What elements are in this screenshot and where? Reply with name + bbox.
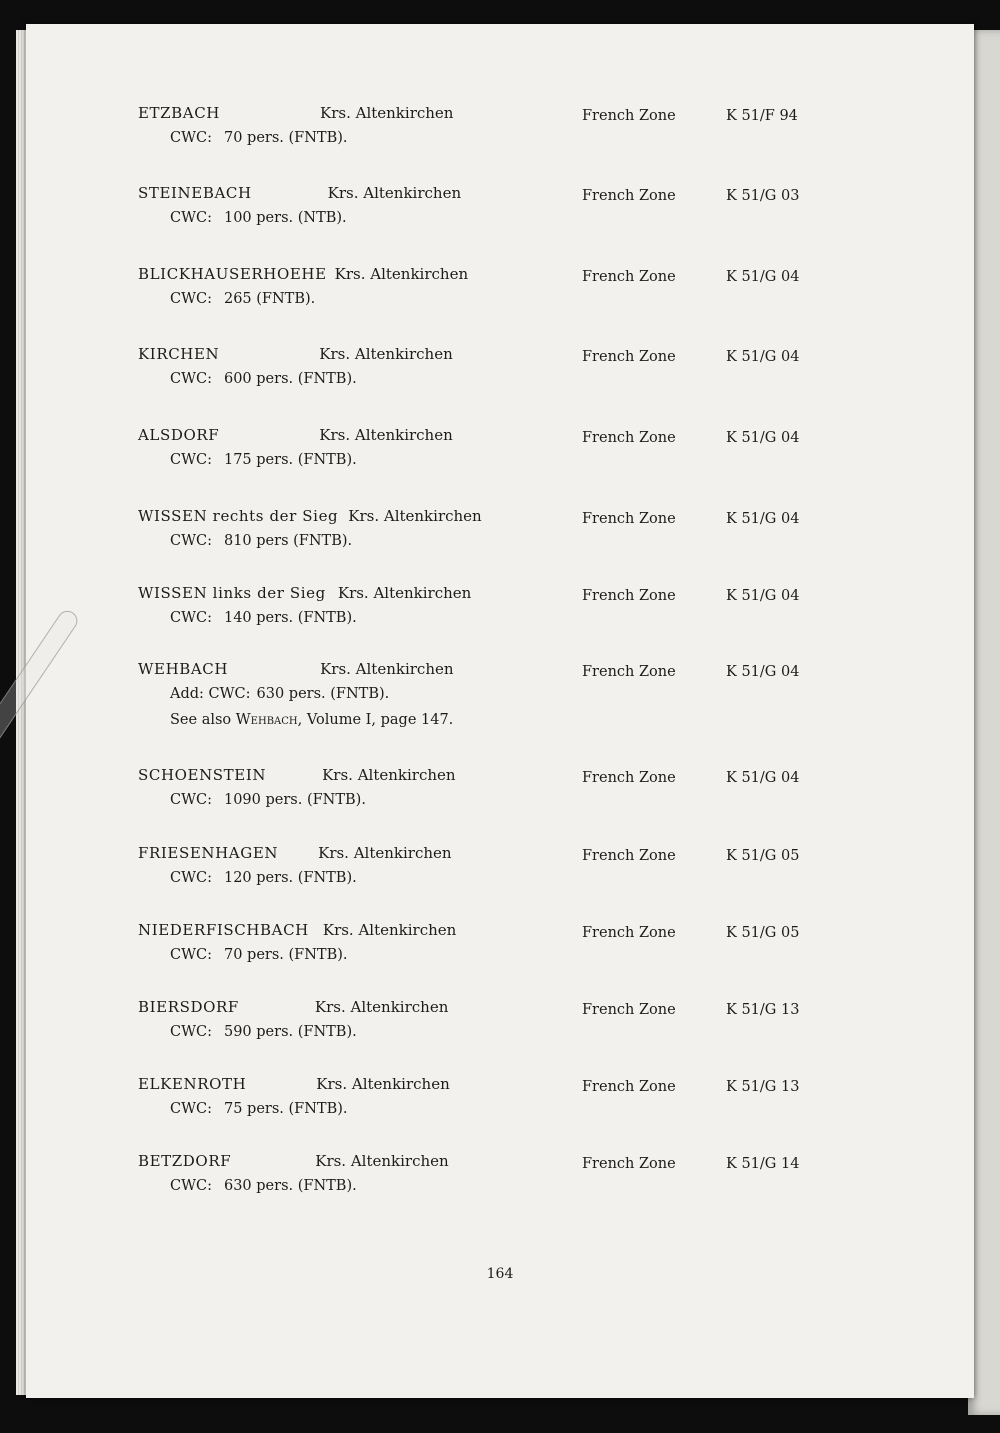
district: Krs. Altenkirchen bbox=[315, 1152, 449, 1170]
grid-reference: K 51/G 04 bbox=[726, 770, 800, 786]
entry-alsdorf bbox=[26, 426, 974, 486]
cwc-value: 100 pers. (NTB). bbox=[223, 210, 347, 226]
district: Krs. Altenkirchen bbox=[322, 766, 456, 784]
district: Krs. Altenkirchen bbox=[337, 584, 472, 602]
zone: French Zone bbox=[582, 108, 676, 124]
cwc-label: CWC: bbox=[170, 452, 212, 468]
cwc-value: 590 pers. (FNTB). bbox=[223, 1024, 357, 1040]
cwc-value: 120 pers. (FNTB). bbox=[223, 870, 357, 886]
zone: French Zone bbox=[582, 770, 676, 786]
cwc-value: 70 pers. (FNTB). bbox=[223, 130, 348, 146]
district: Krs. Altenkirchen bbox=[334, 265, 469, 283]
place-name: WISSEN links der Sieg bbox=[138, 584, 326, 602]
entry-betzdorf bbox=[26, 1152, 974, 1212]
cwc-value: 175 pers. (FNTB). bbox=[223, 452, 357, 468]
place-name: BIERSDORF bbox=[138, 998, 239, 1016]
place-name: WISSEN rechts der Sieg bbox=[138, 507, 339, 525]
cwc-label: CWC: bbox=[170, 130, 212, 146]
place-name: ALSDORF bbox=[138, 426, 220, 444]
cwc-label: CWC: bbox=[170, 792, 212, 808]
cwc-line bbox=[170, 1178, 357, 1194]
cwc-label: CWC: bbox=[170, 870, 212, 886]
cwc-label: CWC: bbox=[170, 533, 212, 549]
zone: French Zone bbox=[582, 1002, 676, 1018]
entry-wehbach bbox=[26, 660, 974, 740]
place-name: ELKENROTH bbox=[138, 1075, 247, 1093]
zone: French Zone bbox=[582, 188, 676, 204]
entry-kirchen bbox=[26, 345, 974, 405]
place-name: NIEDERFISCHBACH bbox=[138, 921, 309, 939]
entry-name-line bbox=[138, 426, 453, 444]
grid-reference: K 51/G 13 bbox=[726, 1079, 800, 1095]
place-name: WEHBACH bbox=[138, 660, 229, 678]
place-name: KIRCHEN bbox=[138, 345, 220, 363]
cwc-value: 70 pers. (FNTB). bbox=[223, 947, 348, 963]
district: Krs. Altenkirchen bbox=[316, 1075, 450, 1093]
entry-wissen-links bbox=[26, 584, 974, 644]
district: Krs. Altenkirchen bbox=[348, 507, 482, 525]
entry-etzbach bbox=[26, 104, 974, 164]
cwc-label: CWC: bbox=[170, 291, 212, 307]
place-name: SCHOENSTEIN bbox=[138, 766, 267, 784]
grid-reference: K 51/G 05 bbox=[726, 848, 800, 864]
zone: French Zone bbox=[582, 269, 676, 285]
entry-steinebach bbox=[26, 184, 974, 244]
entry-elkenroth bbox=[26, 1075, 974, 1135]
cwc-label: CWC: bbox=[170, 1101, 212, 1117]
see-also-label: See also bbox=[170, 712, 232, 728]
cwc-line bbox=[170, 686, 389, 702]
entry-name-line bbox=[138, 998, 448, 1016]
cwc-line bbox=[170, 947, 348, 963]
district: Krs. Altenkirchen bbox=[327, 184, 462, 202]
zone: French Zone bbox=[582, 664, 676, 680]
district: Krs. Altenkirchen bbox=[320, 660, 454, 678]
entry-biersdorf bbox=[26, 998, 974, 1058]
grid-reference: K 51/G 05 bbox=[726, 925, 800, 941]
place-name: BETZDORF bbox=[138, 1152, 232, 1170]
cwc-line bbox=[170, 1024, 357, 1040]
entry-name-line bbox=[138, 766, 456, 784]
cwc-label: CWC: bbox=[170, 210, 212, 226]
grid-reference: K 51/G 04 bbox=[726, 511, 800, 527]
cross-reference-detail: , Volume I, page 147. bbox=[297, 712, 454, 728]
cwc-line bbox=[170, 1101, 348, 1117]
place-name: BLICKHAUSERHOEHE bbox=[138, 265, 327, 283]
district: Krs. Altenkirchen bbox=[318, 844, 452, 862]
cross-reference-name: Wehbach bbox=[235, 712, 298, 728]
cwc-label: CWC: bbox=[170, 610, 212, 626]
district: Krs. Altenkirchen bbox=[322, 921, 457, 939]
district: Krs. Altenkirchen bbox=[320, 104, 454, 122]
zone: French Zone bbox=[582, 349, 676, 365]
cwc-value: 75 pers. (FNTB). bbox=[223, 1101, 348, 1117]
district: Krs. Altenkirchen bbox=[319, 345, 453, 363]
cwc-line bbox=[170, 210, 347, 226]
place-name: STEINEBACH bbox=[138, 184, 252, 202]
cwc-label: CWC: bbox=[170, 1178, 212, 1194]
cwc-value: 630 pers. (FNTB). bbox=[223, 1178, 357, 1194]
entry-name-line bbox=[138, 184, 461, 202]
district: Krs. Altenkirchen bbox=[314, 998, 449, 1016]
grid-reference: K 51/G 03 bbox=[726, 188, 800, 204]
grid-reference: K 51/G 04 bbox=[726, 664, 800, 680]
entry-name-line bbox=[138, 265, 468, 283]
entry-name-line bbox=[138, 1075, 450, 1093]
entry-name-line bbox=[138, 921, 456, 939]
grid-reference: K 51/G 04 bbox=[726, 349, 800, 365]
zone: French Zone bbox=[582, 430, 676, 446]
place-name: FRIESENHAGEN bbox=[138, 844, 279, 862]
page-number: 164 bbox=[486, 1266, 514, 1282]
zone: French Zone bbox=[582, 925, 676, 941]
entry-name-line bbox=[138, 844, 452, 862]
cwc-line bbox=[170, 291, 315, 307]
entry-blickhauserhoehe bbox=[26, 265, 974, 325]
district: Krs. Altenkirchen bbox=[319, 426, 453, 444]
cwc-line bbox=[170, 610, 357, 626]
cwc-line bbox=[170, 452, 357, 468]
cwc-value: 600 pers. (FNTB). bbox=[223, 371, 357, 387]
cwc-value: 140 pers. (FNTB). bbox=[223, 610, 357, 626]
document-page bbox=[26, 24, 974, 1398]
cwc-label: CWC: bbox=[170, 371, 212, 387]
entry-name-line bbox=[138, 345, 453, 363]
cwc-line bbox=[170, 533, 352, 549]
zone: French Zone bbox=[582, 848, 676, 864]
see-also-line bbox=[170, 712, 453, 728]
entry-niederfischbach bbox=[26, 921, 974, 981]
cwc-value: 265 (FNTB). bbox=[223, 291, 316, 307]
grid-reference: K 51/F 94 bbox=[726, 108, 798, 124]
cwc-line bbox=[170, 130, 348, 146]
entry-name-line bbox=[138, 507, 482, 525]
cwc-label: CWC: bbox=[170, 947, 212, 963]
cwc-line bbox=[170, 371, 357, 387]
grid-reference: K 51/G 04 bbox=[726, 588, 800, 604]
cwc-value: 630 pers. (FNTB). bbox=[256, 686, 390, 702]
grid-reference: K 51/G 14 bbox=[726, 1156, 800, 1172]
cwc-value: 1090 pers. (FNTB). bbox=[223, 792, 366, 808]
cwc-label: CWC: bbox=[170, 1024, 212, 1040]
entry-friesenhagen bbox=[26, 844, 974, 904]
place-name: ETZBACH bbox=[138, 104, 220, 122]
cwc-label: Add: CWC: bbox=[170, 686, 251, 702]
entry-wissen-rechts bbox=[26, 507, 974, 567]
entry-schoenstein bbox=[26, 766, 974, 826]
grid-reference: K 51/G 04 bbox=[726, 430, 800, 446]
zone: French Zone bbox=[582, 1156, 676, 1172]
zone: French Zone bbox=[582, 511, 676, 527]
entry-name-line bbox=[138, 104, 453, 122]
entry-name-line bbox=[138, 1152, 449, 1170]
cwc-line bbox=[170, 870, 357, 886]
grid-reference: K 51/G 13 bbox=[726, 1002, 800, 1018]
zone: French Zone bbox=[582, 1079, 676, 1095]
zone: French Zone bbox=[582, 588, 676, 604]
entry-name-line bbox=[138, 584, 471, 602]
cwc-value: 810 pers (FNTB). bbox=[223, 533, 353, 549]
grid-reference: K 51/G 04 bbox=[726, 269, 800, 285]
entry-name-line bbox=[138, 660, 454, 678]
cwc-line bbox=[170, 792, 366, 808]
